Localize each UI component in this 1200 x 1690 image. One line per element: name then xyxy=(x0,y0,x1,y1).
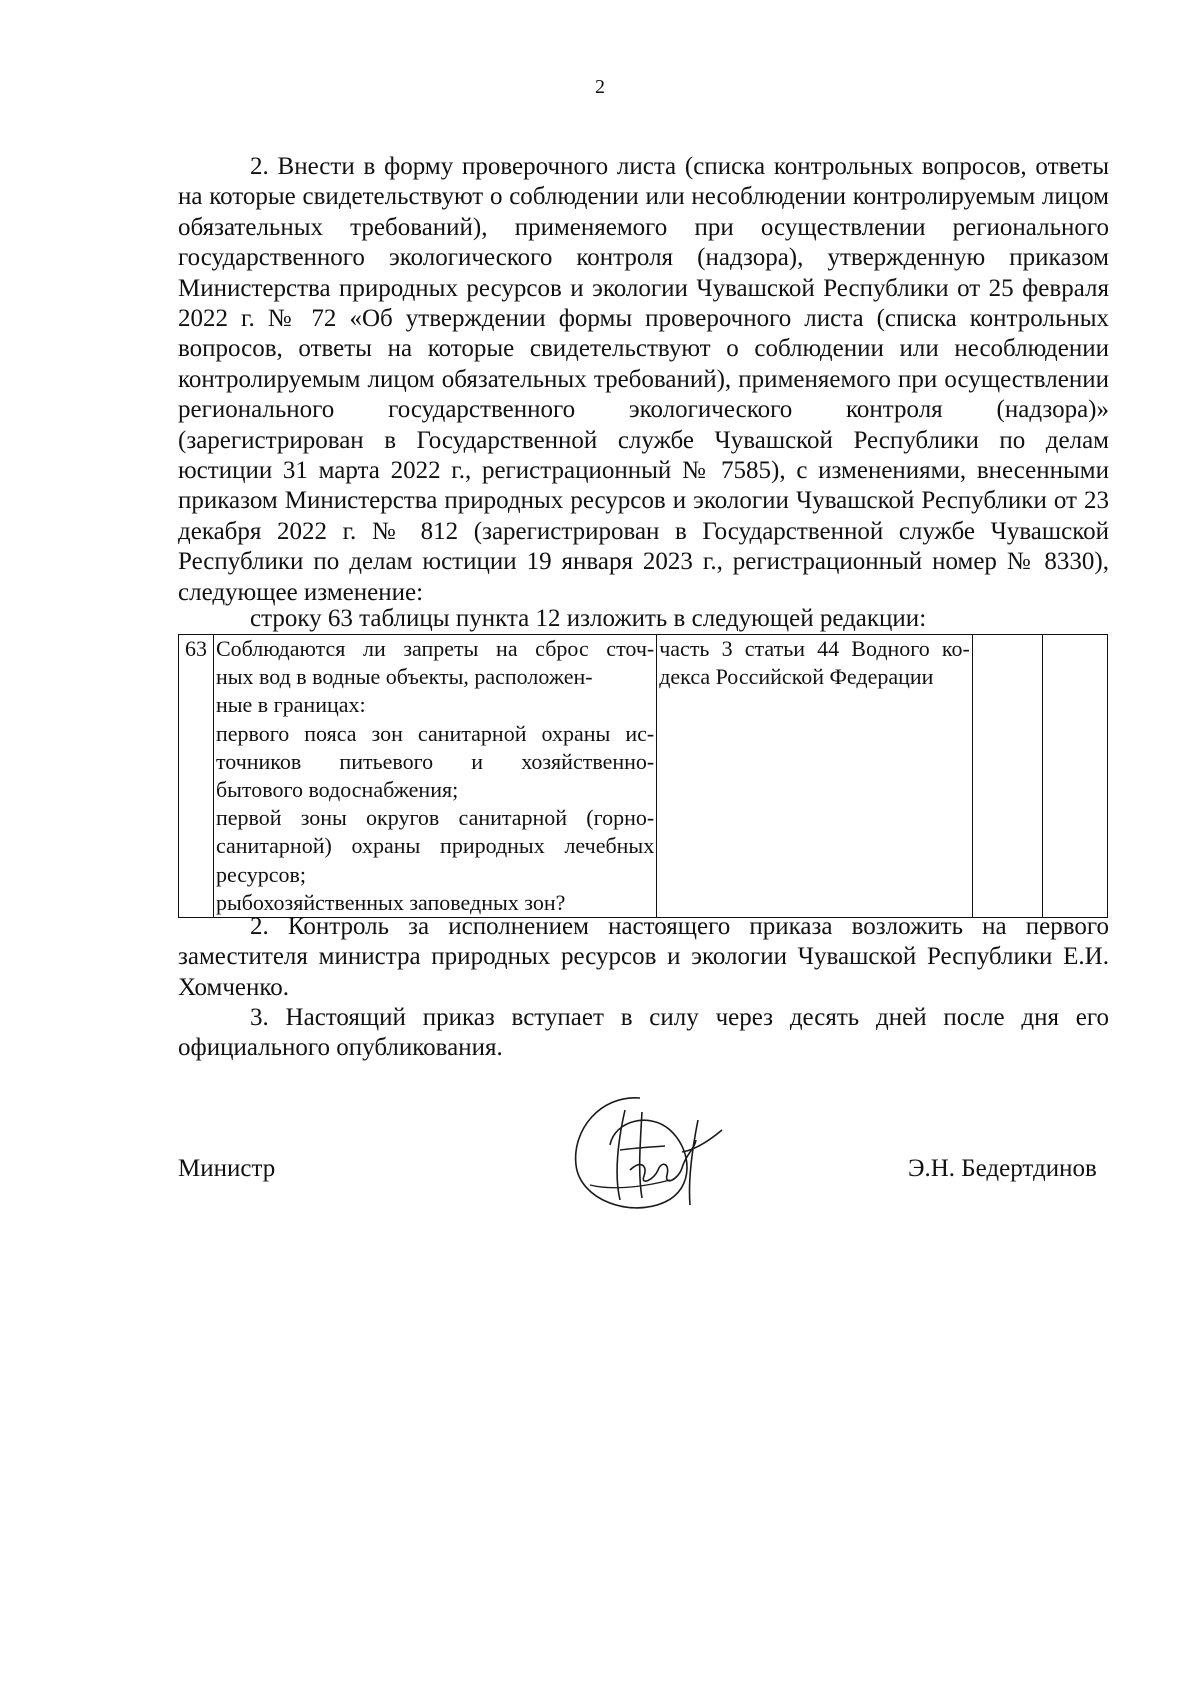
reference-line: декса Российской Федерации xyxy=(659,664,934,690)
table-intro: строку 63 таблицы пункта 12 изложить в следующей редакции: xyxy=(250,605,927,632)
signatory-title: Министр xyxy=(178,1155,276,1182)
empty-cell-4 xyxy=(972,635,1043,918)
page-number: 2 xyxy=(595,76,605,98)
paragraph-amendment: 2. Внести в форму проверочного листа (списка контрольных вопросов, ответы на которые свидетельствуют о соблюдении или несоблюдении контролируемым лицом обязательных требований), применяемого при осуществлении регионального государственного экологического контроля (надзора), утвержденную приказом Министерства природных ресурсов и экологии Чувашской Республики от 25 февраля 2022 г. № 72 «Об утверждении формы проверочного листа (списка контрольных вопросов, ответы на которые свидетельствуют о соблюдении или несоблюдении контролируемым лицом обязательных требований), применяемого при осуществлении регионального государственного экологического контроля (надзора)» (зарегистрирован в Государственной службе Чувашской Республики по делам юстиции 31 марта 2022 г., регистрационный № 7585), с изменениями, внесенными приказом Министерства природных ресурсов и экологии Чувашской Республики от 23 декабря 2022 г. № 812 (зарегистрирован в Государственной службе Чувашской Республики по делам юстиции 19 января 2023 г., регистрационный номер № 8330), следующее изменение: xyxy=(178,153,1109,606)
question-line: рыбохозяйственных заповедных зон? xyxy=(215,889,566,915)
question-line: санитарной) охраны природных лечебных xyxy=(215,833,655,859)
amendment-table xyxy=(178,634,1108,918)
paragraph-effective-date: 3. Настоящий приказ вступает в силу через десять дней после дня его официального опубликования. xyxy=(178,1004,1109,1062)
question-line: точников питьевого и хозяйственно- xyxy=(215,748,655,774)
table-row xyxy=(179,635,1108,918)
question-line: ресурсов; xyxy=(215,861,306,887)
question-line: Соблюдаются ли запреты на сброс сточ- xyxy=(215,636,655,661)
question-cell xyxy=(213,635,656,918)
empty-cell-5 xyxy=(1043,635,1108,918)
signatory-name: Э.Н. Бедертдинов xyxy=(908,1155,1097,1182)
row-number-cell: 63 xyxy=(179,635,214,918)
question-line: бытового водоснабжения; xyxy=(215,777,459,803)
question-line: ные в границах: xyxy=(215,692,366,718)
paragraph-control: 2. Контроль за исполнением настоящего приказа возложить на первого заместителя министра природных ресурсов и экологии Чувашской Республики Е.И. Хомченко. xyxy=(178,913,1109,1001)
question-line: первого пояса зон санитарной охраны ис- xyxy=(215,720,655,746)
handwritten-signature-icon xyxy=(570,1090,730,1220)
reference-line: часть 3 статьи 44 Водного ко- xyxy=(659,636,970,661)
question-line: первой зоны округов санитарной (горно- xyxy=(215,805,655,831)
legal-reference-cell xyxy=(657,635,973,918)
question-line: ных вод в водные объекты, расположен- xyxy=(215,664,593,690)
